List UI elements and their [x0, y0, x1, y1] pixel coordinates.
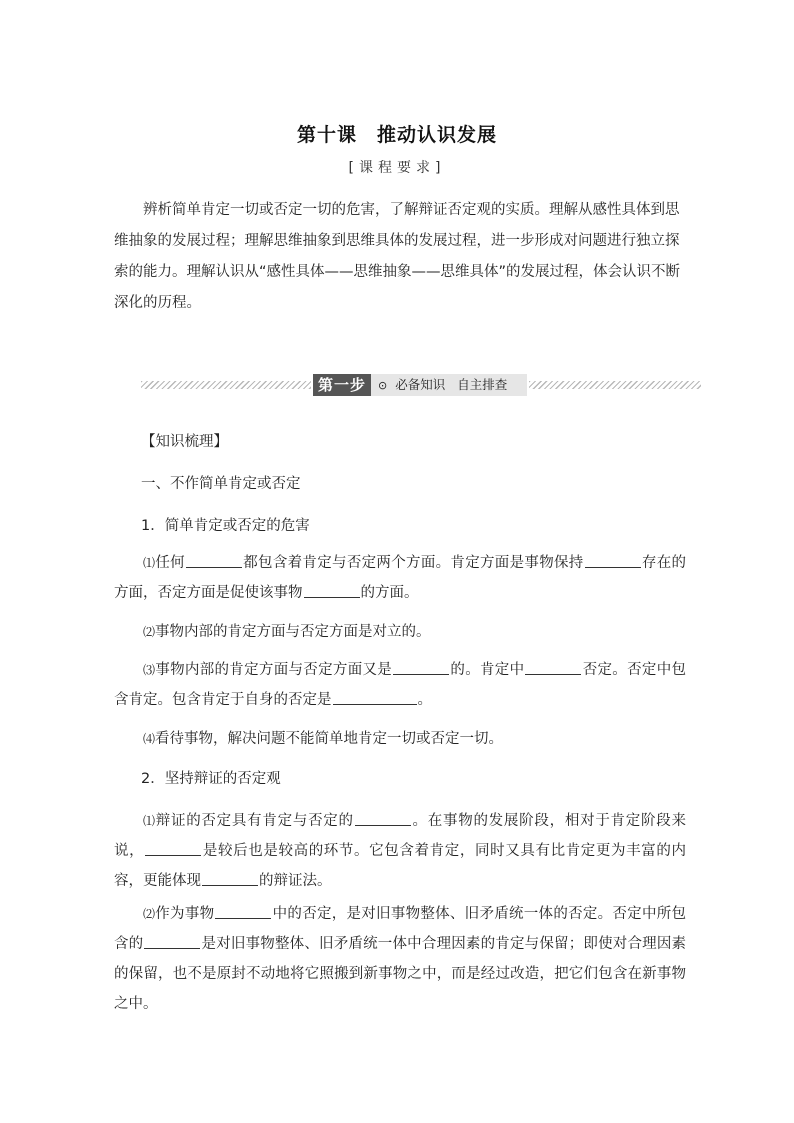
- banner-label-knowledge: 必备知识: [395, 377, 446, 392]
- section-heading: 【知识梳理】: [141, 434, 228, 450]
- item-2-1: ⑴辩证的否定具有肯定与否定的 。在事物的发展阶段，相对于肯定阶段来说， 是较后也是较高的环节。它包含着肯定，同时又具有比肯定更为丰富的内容，更能体现 的辩证法。: [114, 813, 687, 889]
- fill-blank[interactable]: [186, 553, 242, 568]
- step-banner: [141, 374, 701, 396]
- subsection-1-title: 1．简单肯定或否定的危害: [141, 518, 310, 534]
- item-1-3: ⑶事物内部的肯定方面与否定方面又是 的。肯定中 否定。否定中包含肯定。包含肯定于自身的否定是 。: [114, 662, 687, 708]
- item-1-1: ⑴任何 都包含着肯定与否定两个方面。肯定方面是事物保持 存在的方面，否定方面是促使该事物 的方面。: [114, 555, 687, 601]
- course-requirements-heading: [课程要求]: [348, 160, 446, 176]
- fill-blank[interactable]: [144, 934, 200, 949]
- page-title: [0, 120, 794, 147]
- item-1-4: ⑷看待事物，解决问题不能简单地肯定一切或否定一切。: [143, 731, 504, 747]
- item-2-2: ⑵作为事物 中的否定，是对旧事物整体、旧矛盾统一体的否定。否定中所包含的 是对旧事物整体、旧矛盾统一体中合理因素的肯定与保留；即使对合理因素的保留，也不是原封不动地将它照搬到新事物之中，而是经过改造，把它们包含在新事物之中。: [114, 906, 687, 1012]
- item-number: ⑵: [143, 625, 156, 639]
- step-label: 第一步: [313, 374, 371, 396]
- step-description: [371, 374, 527, 396]
- item-number: ⑵: [143, 907, 156, 921]
- banner-hatch-left: [141, 381, 311, 389]
- fill-blank[interactable]: [202, 871, 258, 886]
- fill-blank[interactable]: [525, 660, 581, 675]
- course-requirements-text: 辨析简单肯定一切或否定一切的危害，了解辩证否定观的实质。理解从感性具体到思维抽象的发展过程；理解思维抽象到思维具体的发展过程，进一步形成对问题进行独立探索的能力。理解认识从“感性具体——思维抽象——思维具体”的发展过程，体会认识不断深化的历程。: [114, 202, 681, 311]
- fill-blank[interactable]: [145, 841, 201, 856]
- title-lesson-number: 第十课: [296, 124, 357, 146]
- part1-title: 一、不作简单肯定或否定: [141, 476, 301, 492]
- title-lesson-name: 推动认识发展: [377, 124, 498, 146]
- item-number: ⑴: [143, 556, 156, 570]
- fill-blank[interactable]: [585, 553, 641, 568]
- item-number: ⑴: [143, 814, 156, 828]
- item-1-2: ⑵事物内部的肯定方面与否定方面是对立的。: [143, 624, 431, 640]
- banner-label-self-check: 自主排查: [457, 377, 508, 392]
- fill-blank[interactable]: [355, 811, 411, 826]
- banner-hatch-right: [529, 381, 701, 389]
- item-number: ⑷: [143, 732, 156, 746]
- fill-blank[interactable]: [393, 660, 449, 675]
- circle-dot-icon: ⊙: [378, 379, 388, 392]
- fill-blank[interactable]: [333, 690, 417, 705]
- fill-blank[interactable]: [215, 904, 271, 919]
- item-number: ⑶: [143, 663, 156, 677]
- subsection-2-title: 2．坚持辩证的否定观: [141, 771, 281, 787]
- fill-blank[interactable]: [304, 583, 360, 598]
